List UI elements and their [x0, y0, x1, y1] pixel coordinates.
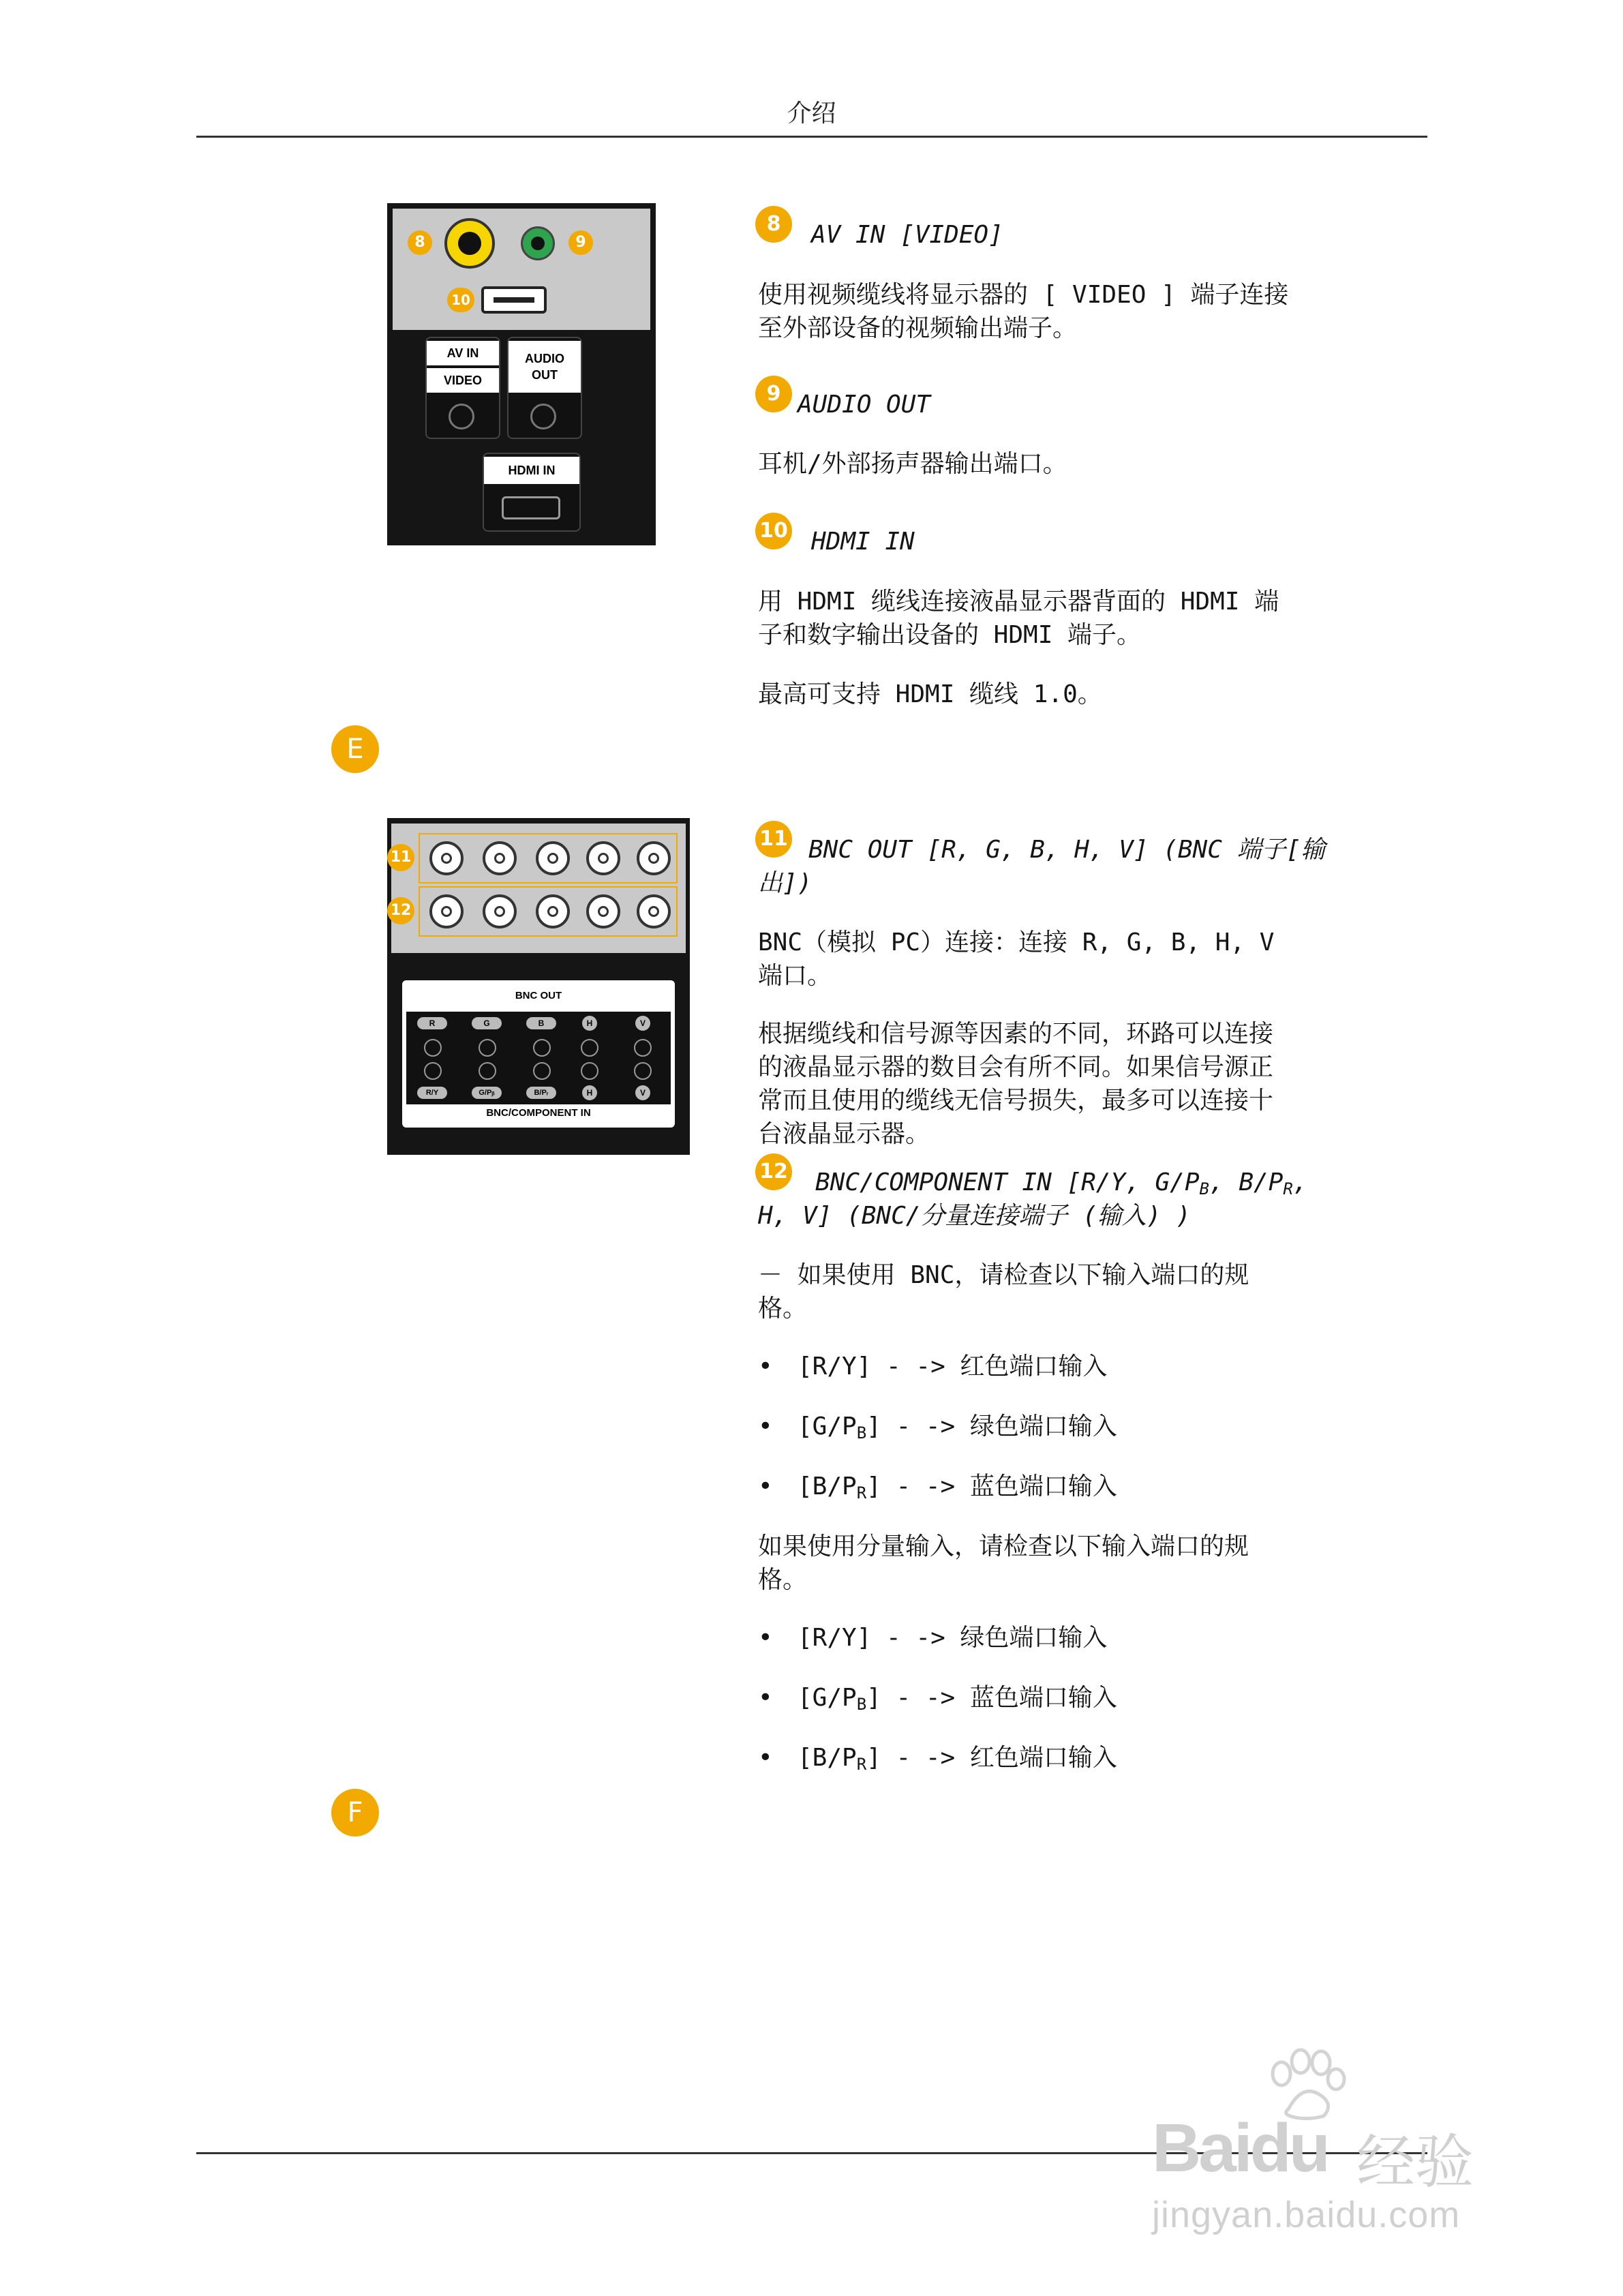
item12-title-line1: BNC/COMPONENT IN [R/Y, $G/P_B$, $B/P_R$, [815, 1168, 1308, 1198]
bnc-list-item: • $[G/P_B]$ - -> 绿色端口输入 [758, 1413, 1117, 1442]
item11-title-line1: BNC OUT [R, G, B, H, V] (BNC 端子[输 [808, 836, 1326, 864]
pill-label: B/Pᵣ [526, 1087, 556, 1099]
item11-badge: 11 [755, 821, 792, 858]
bnc-port-ring [479, 1062, 496, 1080]
av-in-block [425, 337, 500, 439]
label-bnc-out: BNC OUT [515, 990, 562, 1001]
bnc-connector [483, 894, 517, 928]
item8-badge: 8 [755, 206, 792, 243]
audio-out-block [507, 337, 582, 439]
label-hdmi-in: HDMI IN [484, 457, 579, 484]
bnc-port-ring [634, 1062, 652, 1080]
bnc-port-ring [424, 1062, 442, 1080]
bnc-port-ring [533, 1039, 551, 1057]
connector-panel-av-hdmi [387, 203, 656, 545]
bnc-port-ring [479, 1039, 496, 1057]
badge-11: 11 [387, 844, 414, 871]
item9-description: 耳机/外部扬声器输出端口。 [758, 450, 1067, 478]
bnc-port-ring [533, 1062, 551, 1080]
bnc-port-ring [581, 1039, 598, 1057]
pill-label: V [635, 1016, 650, 1031]
item11-description: BNC（模拟 PC）连接：连接 R, G, B, H, V 端口。 [758, 928, 1290, 990]
item10-badge: 10 [755, 513, 792, 549]
bnc-label-plate [402, 980, 675, 1128]
page-header-title: 介绍 [787, 100, 836, 127]
label-av-in: AV IN [427, 341, 499, 365]
pill-label: B [526, 1017, 556, 1029]
section-e-badge: E [331, 725, 379, 773]
pill-label: G/Pᵦ [472, 1087, 502, 1099]
bnc-connector [536, 841, 570, 875]
bnc-connector [586, 841, 620, 875]
component-list-item: • $[B/P_R]$ - -> 红色端口输入 [758, 1744, 1117, 1774]
pill-label: H [582, 1085, 597, 1100]
badge-10: 10 [447, 288, 474, 312]
item8-description: 使用视频缆线将显示器的 [ VIDEO ] 端子连接至外部设备的视频输出端子。 [758, 281, 1289, 342]
audio-out-port [530, 404, 556, 429]
item10-description: 用 HDMI 缆线连接液晶显示器背面的 HDMI 端子和数字输出设备的 HDMI 端子。 [758, 588, 1279, 649]
item9-badge: 9 [755, 376, 792, 412]
audio-jack [521, 226, 555, 260]
item11-title-line2: 出]) [758, 869, 813, 897]
badge-9: 9 [568, 230, 593, 255]
bnc-port-ring [424, 1039, 442, 1057]
watermark-cn: 经验 [1356, 2128, 1474, 2196]
bnc-connector [637, 894, 671, 928]
label-bnc-component-in: BNC/COMPONENT IN [486, 1107, 591, 1119]
bnc-label-inner [406, 1012, 671, 1104]
item12-bnc-intro: － 如果使用 BNC，请检查以下输入端口的规格。 [758, 1261, 1249, 1323]
component-list-item: • $[G/P_B]$ - -> 蓝色端口输入 [758, 1684, 1117, 1714]
pill-label: G [472, 1017, 502, 1029]
bnc-connector [536, 894, 570, 928]
badge-8: 8 [408, 230, 432, 255]
bnc-connector [429, 894, 464, 928]
item12-component-intro: 如果使用分量输入，请检查以下输入端口的规格。 [758, 1532, 1249, 1594]
bnc-connector [586, 894, 620, 928]
pill-label: H [582, 1016, 597, 1031]
pill-label: R [417, 1017, 447, 1029]
header-rule [196, 136, 1427, 138]
bnc-connector [429, 841, 464, 875]
label-video: VIDEO [427, 368, 499, 393]
bnc-connector [637, 841, 671, 875]
watermark-url: jingyan.baidu.com [1152, 2194, 1461, 2235]
hdmi-in-port [502, 496, 560, 519]
pill-label: R/Y [417, 1087, 447, 1099]
av-in-port [449, 404, 474, 429]
pill-label: V [635, 1085, 650, 1100]
bnc-port-ring [581, 1062, 598, 1080]
connector-panel-bnc [387, 818, 690, 1155]
item9-title: AUDIO OUT [798, 391, 931, 419]
badge-12: 12 [387, 897, 414, 924]
bnc-list-item: • $[B/P_R]$ - -> 蓝色端口输入 [758, 1472, 1117, 1502]
video-jack [444, 218, 495, 269]
label-out: OUT [532, 368, 558, 382]
item11-description-2: 根据缆线和信号源等因素的不同，环路可以连接的液晶显示器的数目会有所不同。如果信号源正常而且使用的缆线无信号损失，最多可以连接十台液晶显示器。 [758, 1020, 1274, 1148]
bnc-connector [483, 841, 517, 875]
item10-title: HDMI IN [811, 528, 915, 556]
component-list-item: • [R/Y] - -> 绿色端口输入 [758, 1624, 1108, 1652]
item10-note: 最高可支持 HDMI 缆线 1.0。 [758, 680, 1102, 708]
watermark-brand: Baidu [1152, 2110, 1328, 2186]
label-audio: AUDIO [525, 352, 564, 365]
hdmi-in-block [483, 453, 581, 532]
section-f-badge: F [331, 1789, 379, 1837]
item12-title-line2: H, V] (BNC/分量连接端子 (输入) ) [758, 1202, 1191, 1230]
item8-title: AV IN [VIDEO] [811, 221, 1003, 249]
bnc-list-item: • [R/Y] - -> 红色端口输入 [758, 1353, 1108, 1380]
item12-badge: 12 [755, 1153, 792, 1190]
bnc-port-ring [634, 1039, 652, 1057]
hdmi-port-top [481, 286, 547, 314]
baidu-watermark [1152, 2046, 1534, 2251]
